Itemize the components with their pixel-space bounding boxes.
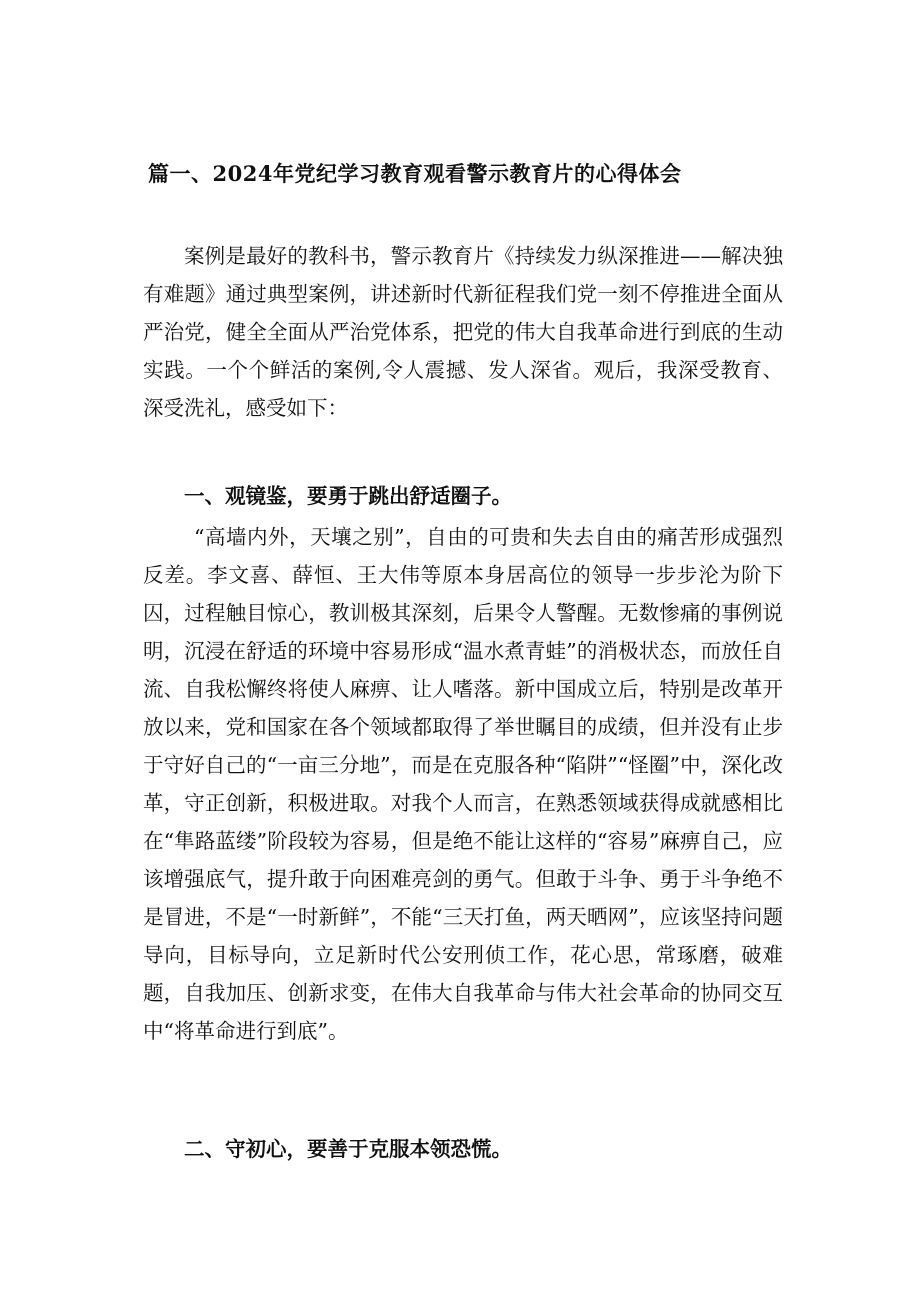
section-2-heading: 二、守初心，要善于克服本领恐慌。	[184, 1137, 512, 1161]
section-1-paragraph: “高墙内外，天壤之别”，自由的可贵和失去自由的痛苦形成强烈反差。李文喜、薛恒、王大伟等原本身居高位的领导一步步沦为阶下囚，过程触目惊心，教训极其深刻，后果令人警醒。无数惨痛的事例说明，沉浸在舒适的环境中容易形成“温水煮青蛙”的消极状态，而放任自流、自我松懈终将使人麻痹、让人嗜落。新中国成立后，特别是改革开放以来，党和国家在各个领域都取得了举世瞩目的成绩，但并没有止步于守好自己的“一亩三分地”，而是在克服各种“陷阱”“怪圈”中，深化改革，守正创新，积极进取。对我个人而言，在熟悉领域获得成就感相比在“隼路蓝缕”阶段较为容易，但是绝不能让这样的“容易”麻痹自己，应该增强底气，提升敢于向困难亮剑的勇气。但敢于斗争、勇于斗争绝不是冒进，不是“一时新鲜”，不能“三天打鱼，两天晒网”，应该坚持问题导向，目标导向，立足新时代公安刑侦工作，花心思，常琢磨，破难题，自我加压、创新求变，在伟大自我革命与伟大社会革命的协同交互中“将革命进行到底”。	[143, 525, 783, 1043]
document-title: 篇一、2024年党纪学习教育观看警示教育片的心得体会	[148, 161, 682, 186]
intro-paragraph: 案例是最好的教科书，警示教育片《持续发力纵深推进——解决独有难题》通过典型案例，讲述新时代新征程我们党一刻不停推进全面从严治党，健全全面从严治党体系，把党的伟大自我革命进行到底的生动实践。一个个鲜活的案例,令人震撼、发人深省。观后，我深受教育、深受洗礼，感受如下：	[143, 244, 783, 420]
section-1-heading: 一、观镜鉴，要勇于跳出舒适圈子。	[184, 484, 512, 508]
